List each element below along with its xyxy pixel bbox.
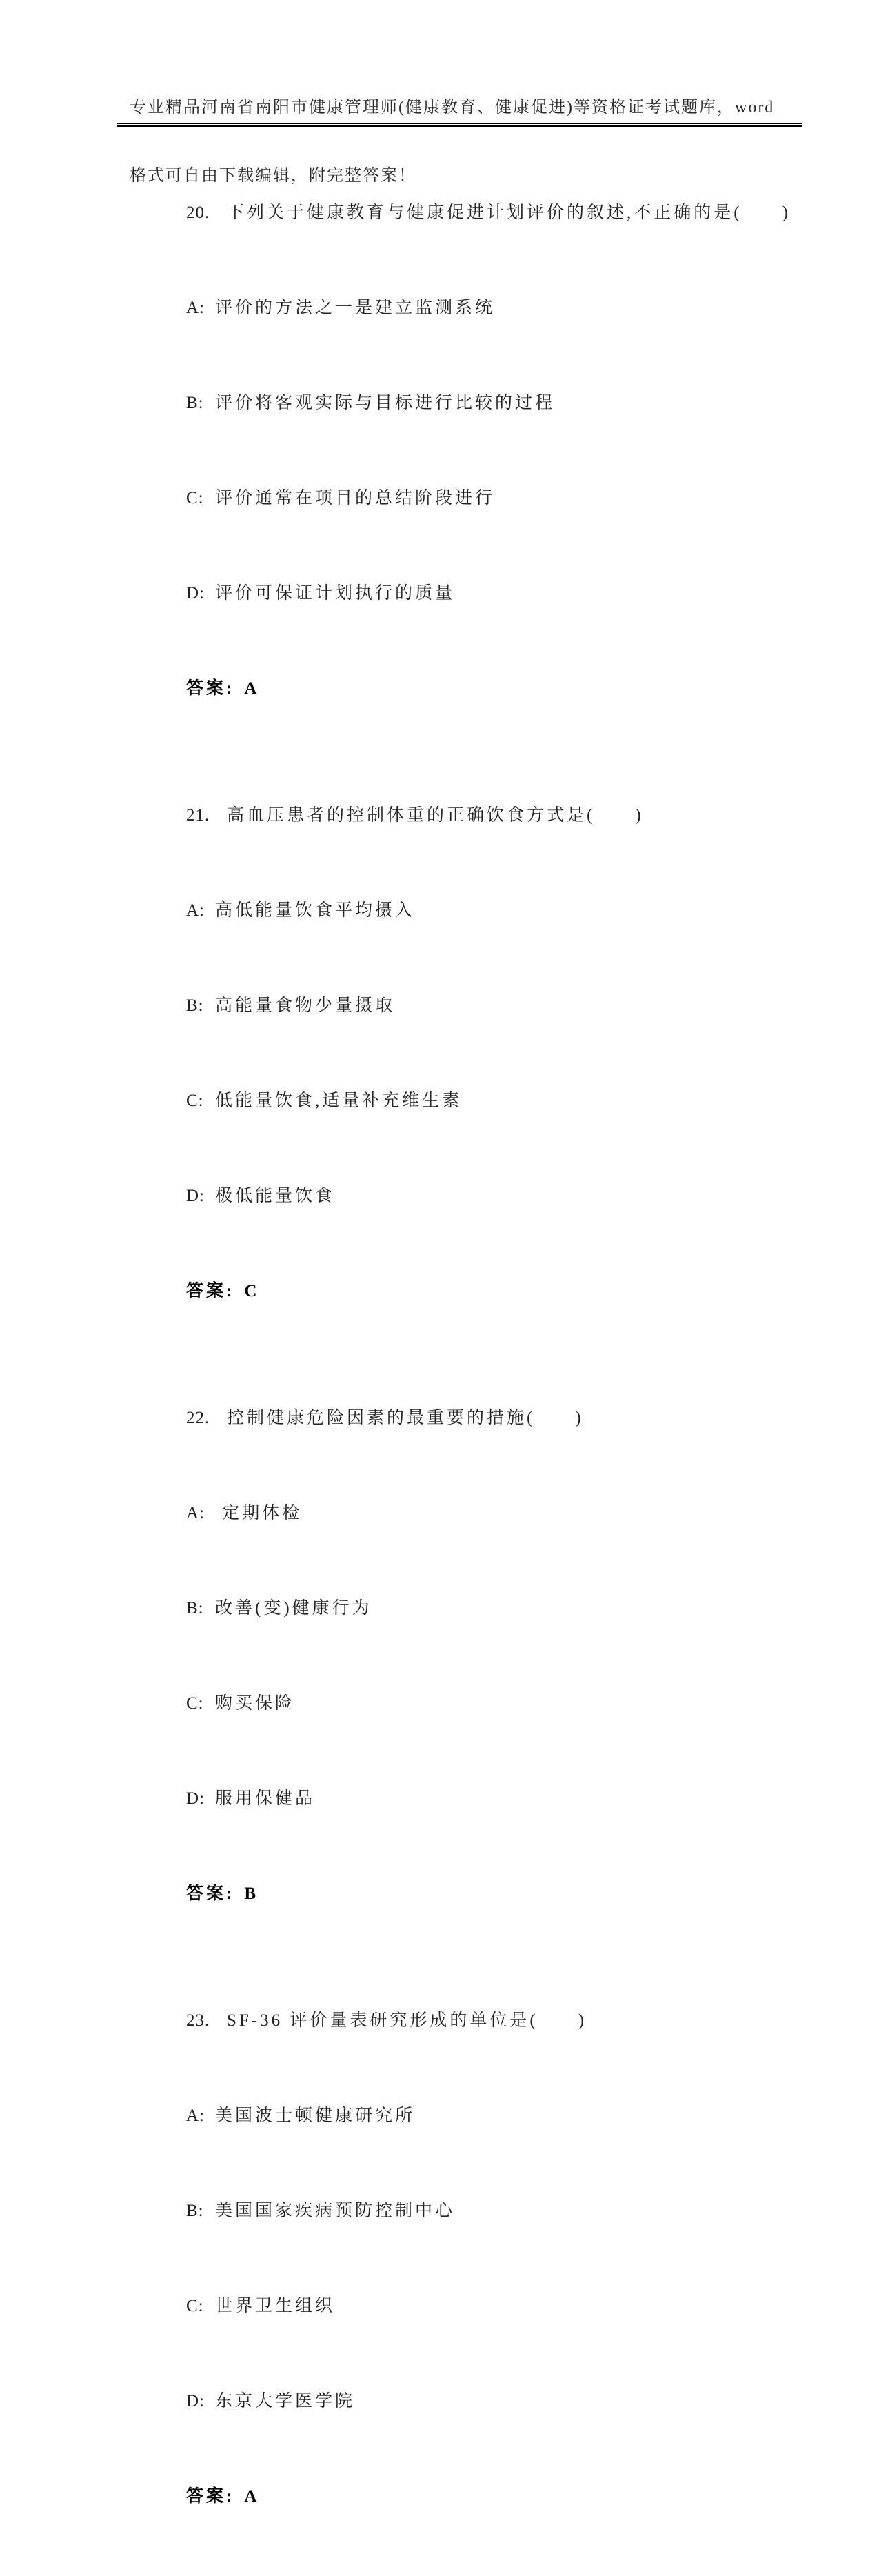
option-text: 改善(变)健康行为 [215, 1599, 372, 1618]
question-block-20 [130, 165, 805, 736]
answer-label: 答案: [186, 2487, 235, 2506]
answer-value: A [244, 2487, 258, 2506]
option-text: 美国国家疾病预防控制中心 [215, 2202, 456, 2220]
option-row [130, 1149, 805, 1244]
option-row [130, 2164, 805, 2259]
answer-label: 答案: [186, 679, 235, 698]
option-key: A: [186, 299, 205, 317]
question-number: 20. [186, 203, 210, 222]
answer-row [130, 641, 805, 736]
question-block-23 [130, 1973, 805, 2544]
option-key: B: [186, 1599, 204, 1618]
option-row [130, 1466, 805, 1561]
question-stem: 下列关于健康教育与健康促进计划评价的叙述,不正确的是( ) [227, 203, 791, 222]
question-number: 21. [186, 806, 210, 825]
option-row [130, 356, 805, 451]
answer-row [130, 2449, 805, 2544]
option-row [130, 863, 805, 958]
option-text: 评价将客观实际与目标进行比较的过程 [215, 394, 556, 412]
question-number: 23. [186, 2011, 210, 2030]
header-line-2: 格式可自由下载编辑，附完整答案！ [130, 167, 416, 185]
option-text: 低能量饮食,适量补充维生素 [215, 1091, 463, 1110]
question-title [130, 1973, 805, 2069]
option-key: C: [186, 489, 204, 507]
answer-label: 答案: [186, 1282, 235, 1300]
option-key: B: [186, 394, 204, 412]
header-line-1: 专业精品河南省南阳市健康管理师(健康教育、健康促进)等资格证考试题库，word [130, 99, 775, 117]
option-row [130, 1561, 805, 1656]
option-key: C: [186, 1694, 204, 1713]
option-row [130, 1054, 805, 1149]
question-number: 22. [186, 1409, 210, 1427]
option-row [130, 958, 805, 1054]
option-row [130, 2069, 805, 2164]
option-text: 东京大学医学院 [215, 2392, 356, 2411]
answer-row [130, 1847, 805, 1942]
option-text: 评价的方法之一是建立监测系统 [215, 299, 496, 317]
option-key: A: [186, 901, 205, 920]
questions-list [130, 165, 805, 2576]
option-key: B: [186, 2202, 204, 2220]
option-key: C: [186, 1091, 204, 1110]
option-text: 美国波士顿健康研究所 [215, 2106, 416, 2125]
option-text: 极低能量饮食 [215, 1187, 336, 1205]
option-row [130, 451, 805, 546]
question-stem: SF-36 评价量表研究形成的单位是( ) [227, 2011, 587, 2030]
option-row [130, 261, 805, 356]
option-text: 高能量食物少量摄取 [215, 996, 396, 1015]
option-key: A: [186, 1504, 205, 1522]
option-text: 评价可保证计划执行的质量 [215, 584, 456, 603]
option-row [130, 1751, 805, 1847]
option-key: D: [186, 2392, 205, 2411]
option-row [130, 2259, 805, 2354]
question-title [130, 768, 805, 863]
answer-label: 答案: [186, 1884, 235, 1903]
question-block-22 [130, 1371, 805, 1942]
option-text: 评价通常在项目的总结阶段进行 [215, 489, 496, 507]
option-key: D: [186, 1789, 205, 1808]
option-key: C: [186, 2297, 204, 2315]
option-key: A: [186, 2106, 205, 2125]
question-title [130, 1371, 805, 1466]
question-stem: 高血压患者的控制体重的正确饮食方式是( ) [227, 806, 644, 825]
option-text: 定期体检 [215, 1504, 303, 1522]
answer-value: B [244, 1884, 257, 1903]
option-text: 高低能量饮食平均摄入 [215, 901, 416, 920]
option-text: 世界卫生组织 [215, 2297, 336, 2315]
option-text: 购买保险 [215, 1694, 296, 1713]
answer-value: A [244, 679, 258, 698]
option-row [130, 2354, 805, 2449]
answer-value: C [244, 1282, 258, 1300]
question-stem: 控制健康危险因素的最重要的措施( ) [227, 1409, 584, 1427]
header-divider-rule [117, 123, 802, 127]
option-row [130, 1656, 805, 1751]
question-title [130, 165, 805, 261]
option-key: D: [186, 1187, 205, 1205]
option-row [130, 546, 805, 641]
option-key: B: [186, 996, 204, 1015]
option-key: D: [186, 584, 205, 603]
option-text: 服用保健品 [215, 1789, 316, 1808]
answer-row [130, 1244, 805, 1339]
question-block-21 [130, 768, 805, 1339]
